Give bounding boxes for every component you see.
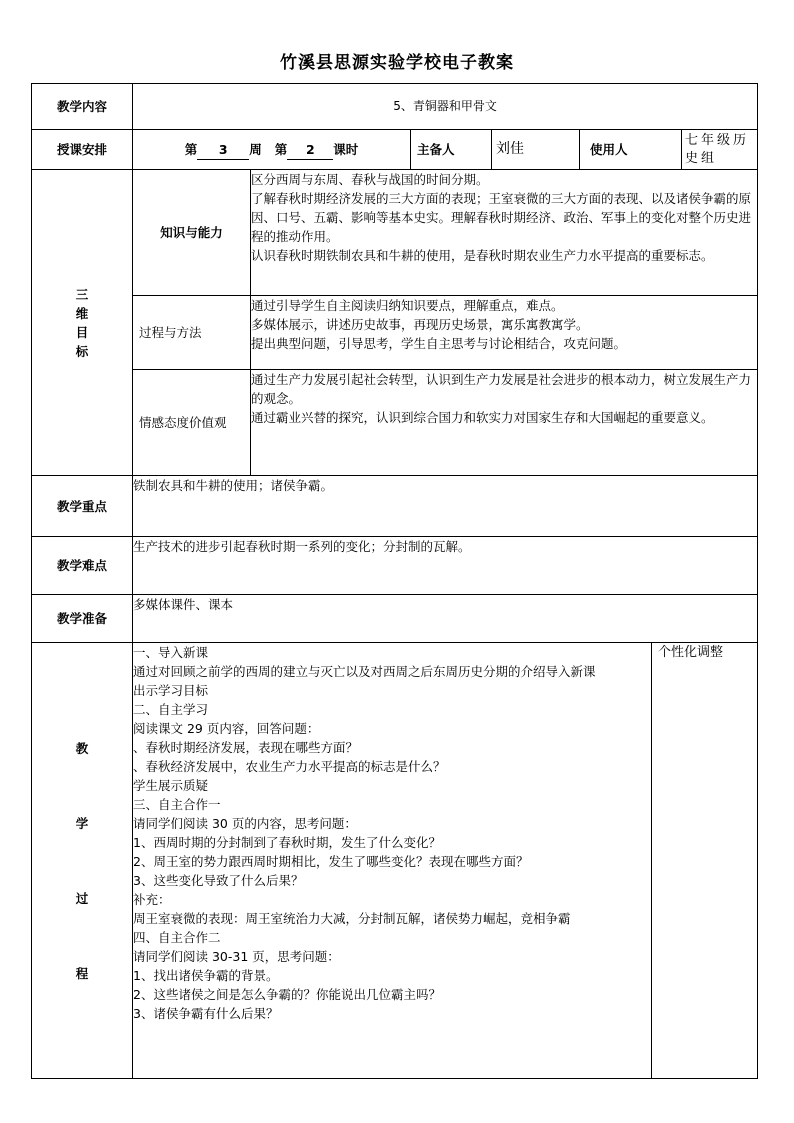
objective-line: 通过引导学生自主阅读归纳知识要点，理解重点，难点。 [251,298,564,313]
process-label-char: 教 [75,740,89,756]
difficulties-row [32,537,758,595]
objective-line: 认识春秋时期铁制农具和牛耕的使用，是春秋时期农业生产力水平提高的重要标志。 [251,248,714,263]
week-prefix: 第 [184,141,198,157]
key-points-value: 铁制农具和牛耕的使用；诸侯争霸。 [133,476,758,537]
process-line: 1、西周时期的分封制到了春秋时期，发生了什么变化？ [133,835,441,850]
schedule-value [133,130,411,170]
process-line: 学生展示质疑 [133,778,209,793]
process-line: 2、这些诸侯之间是怎么争霸的？你能说出几位霸主吗？ [133,987,441,1002]
preparation-row [32,595,758,643]
lesson-suffix: 课时 [333,141,359,157]
process-line: 、春秋时期经济发展，表现在哪些方面？ [133,740,359,755]
process-line: 阅读课文 29 页内容，回答问题： [133,721,320,736]
process-label-char: 学 [75,815,89,831]
objective-line: 区分西周与东周、春秋与战国的时间分期。 [251,172,489,187]
process-label-char: 程 [75,965,89,981]
objective-text [251,296,758,370]
objective-line: 多媒体展示，讲述历史故事，再现历史场景，寓乐寓教寓学。 [251,317,589,332]
objectives-label [32,170,133,476]
process-label-char: 过 [75,890,89,906]
objective-text [251,170,758,296]
content-label: 教学内容 [32,84,133,130]
difficulties-value: 生产技术的进步引起春秋时期一系列的变化；分封制的瓦解。 [133,537,758,595]
process-line: 周王室衰微的表现：周王室统治力大减，分封制瓦解，诸侯势力崛起，竞相争霸 [133,911,571,926]
objective-line: 提出典型问题，引导思考，学生自主思考与讨论相结合，攻克问题。 [251,336,627,351]
objective-line: 通过霸业兴替的探究，认识到综合国力和软实力对国家生存和大国崛起的重要意义。 [251,410,714,425]
lesson-number: 2 [287,140,333,160]
process-line: 补充： [133,892,171,907]
content-value: 5、青铜器和甲骨文 [133,84,758,130]
difficulties-label: 教学难点 [32,537,133,595]
process-line: 请同学们阅读 30-31 页，思考问题： [133,949,340,964]
objective-row-method [32,296,758,370]
process-line: 四、自主合作二 [133,930,221,945]
objective-name: 过程与方法 [133,296,251,370]
process-line: 1、找出诸侯争霸的背景。 [133,968,279,983]
document-title: 竹溪县思源实验学校电子教案 [280,53,514,73]
objective-line: 了解春秋时期经济发展的三大方面的表现；王室衰微的三大方面的表现、以及诸侯争霸的原因、口号、五霸、影响等基本史实。理解春秋时期经济、政治、军事上的变化对整个历史进程的推动作用。 [251,191,752,244]
objectives-label-char: 标 [75,343,89,359]
objective-row-knowledge [32,170,758,296]
process-content [133,643,652,1079]
user-value: 七年级历史组 [682,130,758,170]
process-line: 3、诸侯争霸有什么后果？ [133,1006,279,1021]
preparer-label: 主备人 [411,130,492,170]
schedule-row [32,130,758,170]
process-line: 二、自主学习 [133,702,209,717]
objectives-label-char: 目 [75,324,89,340]
content-row [32,84,758,130]
objective-row-emotion [32,370,758,476]
user-label: 使用人 [580,130,682,170]
preparer-value: 刘佳 [492,130,580,170]
process-line: 请同学们阅读 30 页的内容，思考问题： [133,816,357,831]
week-suffix: 周 [249,141,262,157]
preparation-value: 多媒体课件、课本 [133,595,758,643]
process-label [32,643,133,1079]
process-line: 2、周王室的势力跟西周时期相比，发生了哪些变化？表现在哪些方面？ [133,854,529,869]
process-line: 三、自主合作一 [133,797,221,812]
objective-name: 情感态度价值观 [133,370,251,476]
personal-adjust-column: 个性化调整 [652,643,758,1079]
key-points-row [32,476,758,537]
lesson-plan-table [31,83,758,1079]
objective-name: 知识与能力 [133,170,251,296]
process-row [32,643,758,1079]
process-line: 3、这些变化导致了什么后果？ [133,873,304,888]
objective-text [251,370,758,476]
process-line: 一、导入新课 [133,645,209,660]
process-line: 通过对回顾之前学的西周的建立与灭亡以及对西周之后东周历史分期的介绍导入新课 [133,664,596,679]
preparation-label: 教学准备 [32,595,133,643]
objective-line: 通过生产力发展引起社会转型，认识到生产力发展是社会进步的根本动力，树立发展生产力的观念。 [251,372,752,406]
lesson-prefix: 第 [274,141,288,157]
process-line: 出示学习目标 [133,683,209,698]
objectives-label-char: 维 [75,305,89,321]
schedule-label: 授课安排 [32,130,133,170]
key-points-label: 教学重点 [32,476,133,537]
week-number: 3 [197,140,249,160]
process-line: 、春秋经济发展中，农业生产力水平提高的标志是什么？ [133,759,446,774]
objectives-label-char: 三 [75,286,89,302]
